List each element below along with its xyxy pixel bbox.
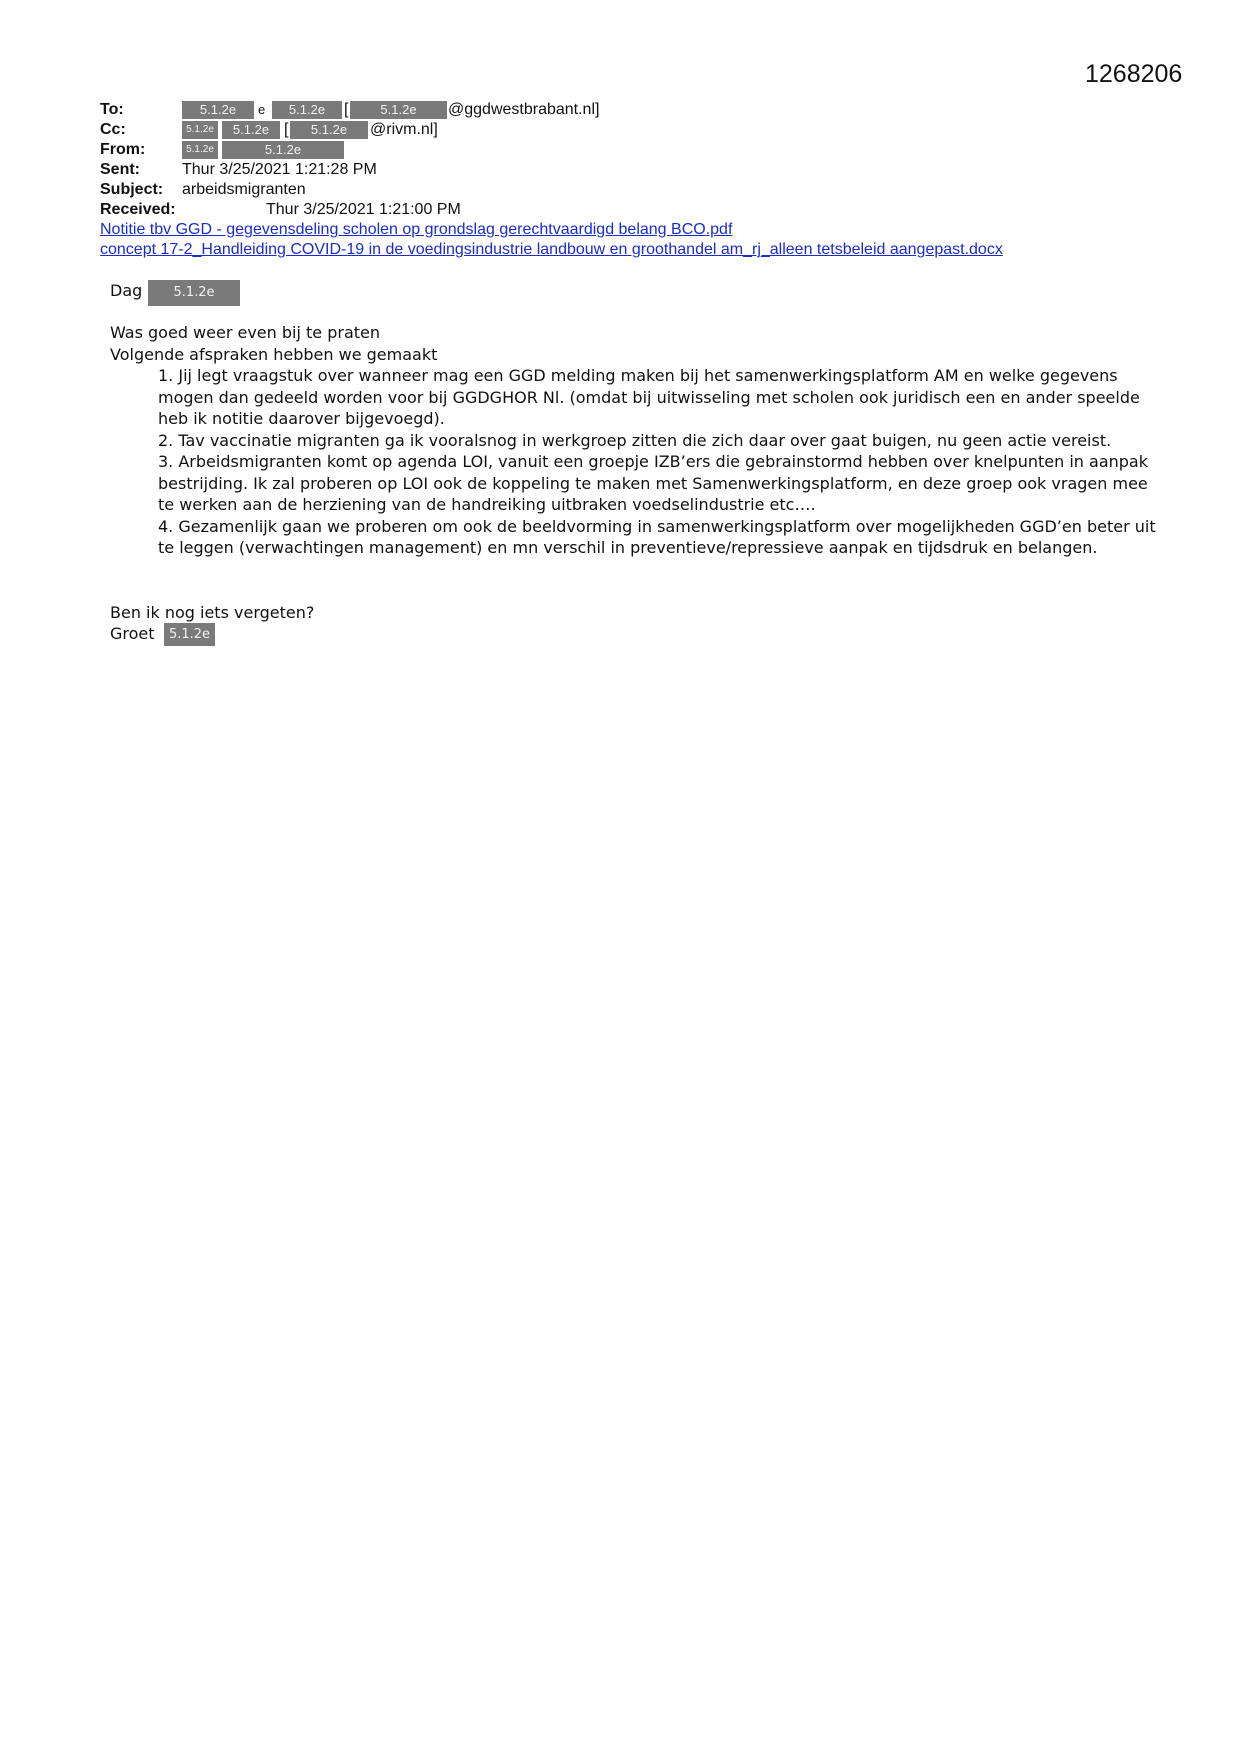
attachment-link-notitie[interactable]: Notitie tbv GGD - gegevensdeling scholen op grondslag gerechtvaardigd belang BCO.pdf [100, 221, 733, 238]
to-email-domain: @ggdwestbrabant.nl] [448, 101, 600, 118]
document-number: 1268206 [1085, 60, 1183, 88]
intro-line: Volgende afspraken hebben we gemaakt [110, 344, 438, 364]
sent-value: Thur 3/25/2021 1:21:28 PM [182, 161, 377, 178]
redaction-block: 5.1.2e [182, 121, 218, 139]
redaction-block: 5.1.2e [222, 121, 280, 139]
spacer [110, 559, 1158, 602]
sign-off-text: Groet [110, 624, 155, 643]
subject-value: arbeidsmigranten [182, 181, 306, 198]
email-body [110, 280, 1158, 647]
from-label: From: [100, 141, 146, 158]
redaction-block: 5.1.2e [182, 101, 254, 119]
intro-paragraph [110, 322, 1158, 365]
attachment-link-handleiding[interactable]: concept 17-2_Handleiding COVID-19 in de voedingsindustrie landbouw en groothandel am_rj_alleen tetsbeleid aangepast.docx [100, 241, 1003, 258]
list-item: 3. Arbeidsmigranten komt op agenda LOI, vanuit een groepje IZB’ers die gebrainstormd hebben over knelpunten in aanpak bestrijding. Ik zal proberen op LOI ook de koppeling te maken met Samenwerkingsplatform, en deze groep ook vragen mee te werken aan de herziening van de handreiking uitbraken voedselindustrie etc…. [158, 452, 1148, 514]
cc-email-domain: @rivm.nl] [370, 121, 438, 138]
redaction-block: 5.1.2e [222, 141, 344, 159]
redaction-block: 5.1.2e [164, 623, 215, 646]
agreements-list [110, 365, 1158, 559]
list-item: 1. Jij legt vraagstuk over wanneer mag een GGD melding maken bij het samenwerkingsplatform AM en welke gegevens mogen dan gedeeld worden voor bij GGDGHOR Nl. (omdat bij uitwisseling met scholen ook juridisch een en ander speelde heb ik notitie daarover bijgevoegd). [158, 366, 1140, 428]
list-item: 4. Gezamenlijk gaan we proberen om ook de beeldvorming in samenwerkingsplatform over mogelijkheden GGD’en beter uit te leggen (verwachtingen management) en mn verschil in preventieve/repressieve aanpak en tijdsdruk en belangen. [158, 516, 1156, 557]
greeting-text: Dag [110, 281, 143, 300]
received-value: Thur 3/25/2021 1:21:00 PM [266, 201, 461, 218]
attachment-list [100, 220, 1003, 260]
greeting-line [110, 280, 1158, 308]
redaction-block: 5.1.2e [350, 101, 447, 119]
closing-question: Ben ik nog iets vergeten? [110, 602, 315, 622]
redaction-block: 5.1.2e [272, 101, 342, 119]
sign-off-line [110, 623, 1158, 647]
redaction-block: 5.1.2e [148, 280, 240, 306]
redaction-block: 5.1.2e [290, 121, 368, 139]
cc-bracket: [ [284, 121, 289, 138]
cc-label: Cc: [100, 121, 126, 138]
to-fragment: e [258, 102, 266, 117]
to-bracket: [ [344, 101, 349, 118]
subject-label: Subject: [100, 181, 164, 198]
list-item: 2. Tav vaccinatie migranten ga ik vooralsnog in werkgroep zitten die zich daar over gaat buigen, nu geen actie vereist. [158, 430, 1112, 450]
intro-line: Was goed weer even bij te praten [110, 323, 381, 342]
to-label: To: [100, 101, 124, 118]
sent-label: Sent: [100, 161, 140, 178]
received-label: Received: [100, 201, 176, 218]
redaction-block: 5.1.2e [182, 141, 218, 159]
